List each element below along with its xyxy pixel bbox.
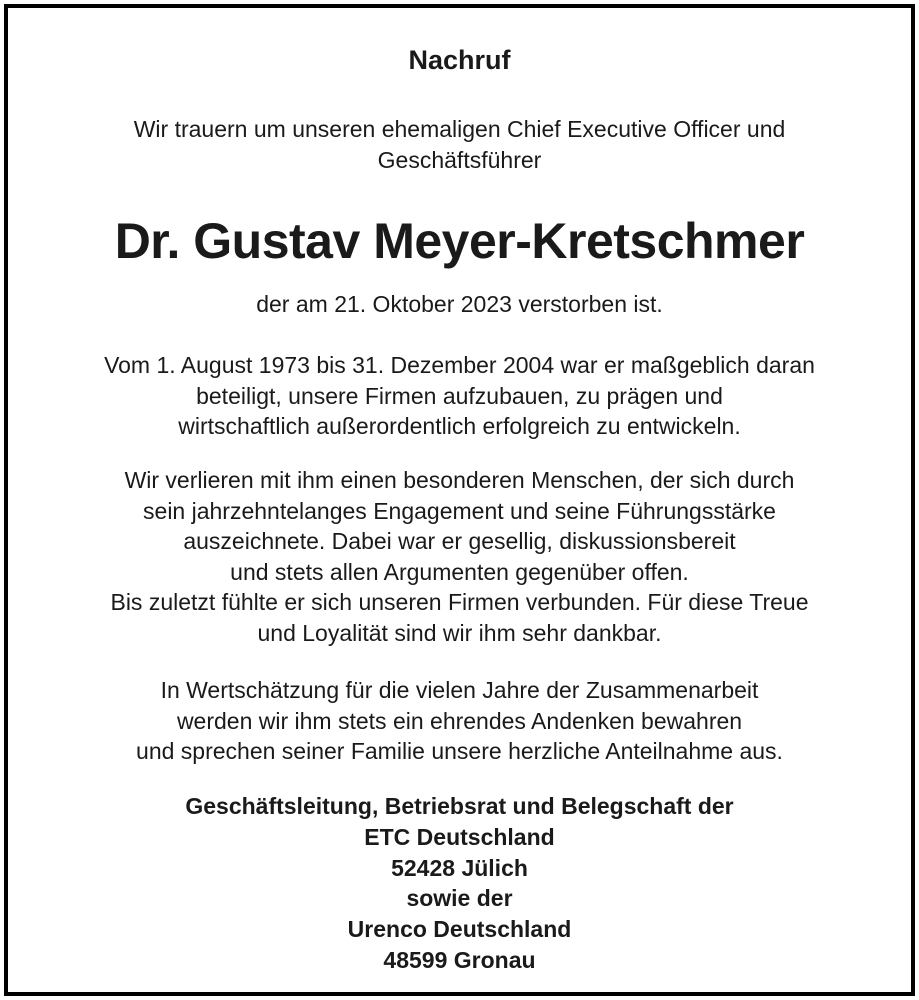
paragraph-line: Wir verlieren mit ihm einen besonderen Menschen, der sich durch [124,467,795,493]
date-of-death-text: der am 21. Oktober 2023 verstorben ist. [256,291,663,317]
paragraph-line: In Wertschätzung für die vielen Jahre der Zusammenarbeit [160,677,759,703]
paragraph-line: wirtschaftlich außerordentlich erfolgreich zu entwickeln. [178,413,741,439]
intro-line: Wir trauern um unseren ehemaligen Chief Executive Officer und [133,116,786,142]
signature-line: Urenco Deutschland [347,916,572,943]
paragraph-line: Vom 1. August 1973 bis 31. Dezember 2004 war er maßgeblich daran [104,352,815,378]
signature-line: 48599 Gronau [383,946,536,973]
signature-block [8,791,911,976]
paragraph-line: werden wir ihm stets ein ehrendes Andenken bewahren [176,707,743,734]
tribute-paragraph [8,465,911,648]
signature-line: sowie der [406,885,513,912]
career-paragraph [8,350,911,442]
paragraph-line: sein jahrzehntelanges Engagement und seine Führungsstärke [143,497,776,524]
condolence-paragraph [8,675,911,767]
obituary-frame [4,4,915,996]
paragraph-line: und Loyalität sind wir ihm sehr dankbar. [257,619,662,646]
signature-line: ETC Deutschland [364,823,555,850]
paragraph-line: beteiligt, unsere Firmen aufzubauen, zu prägen und [196,382,723,409]
deceased-name: Dr. Gustav Meyer-Kretschmer [114,213,805,269]
signature-line: 52428 Jülich [391,854,528,881]
signature-line: Geschäftsleitung, Betriebsrat und Belegschaft der [185,793,734,819]
intro-text [8,114,911,176]
paragraph-line: auszeichnete. Dabei war er gesellig, diskussionsbereit [183,528,736,554]
obituary-heading: Nachruf [408,45,511,75]
paragraph-line: Bis zuletzt fühlte er sich unseren Firmen verbunden. Für diese Treue [110,589,809,615]
paragraph-line: und stets allen Argumenten gegenüber offen. [230,558,689,585]
paragraph-line: und sprechen seiner Familie unsere herzliche Anteilnahme aus. [136,738,783,764]
intro-line: Geschäftsführer [377,147,542,173]
